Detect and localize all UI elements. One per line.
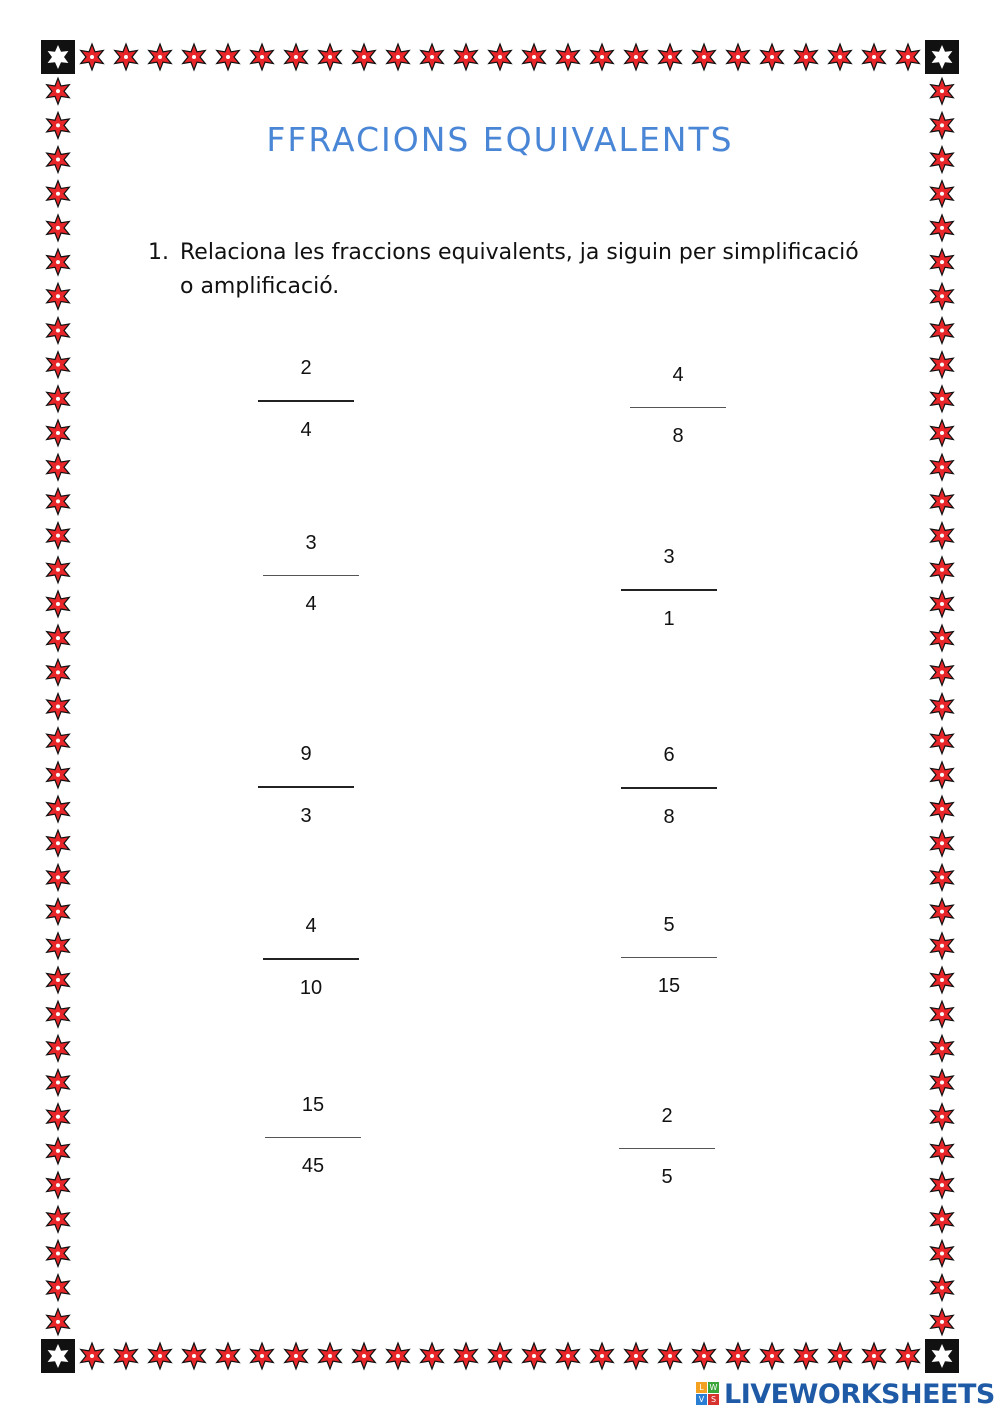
denominator: 10 [299, 977, 323, 999]
red-star-icon [625, 44, 648, 70]
denominator: 45 [301, 1155, 325, 1177]
red-star-icon [931, 523, 954, 549]
corner-star-icon [925, 1339, 959, 1373]
red-star-icon [149, 1343, 172, 1369]
red-star-icon [931, 796, 954, 822]
numerator: 4 [305, 915, 317, 937]
liveworksheets-logo [696, 1378, 995, 1410]
red-star-icon [47, 899, 70, 925]
red-star-icon [659, 44, 682, 70]
red-star-icon [931, 1240, 954, 1266]
red-star-icon [761, 44, 784, 70]
corner-star-icon [41, 40, 75, 74]
red-star-icon [863, 44, 886, 70]
red-star-icon [557, 44, 580, 70]
fraction-bar [621, 589, 717, 591]
denominator: 3 [300, 805, 312, 827]
red-star-icon [931, 1138, 954, 1164]
red-star-icon [47, 454, 70, 480]
red-star-icon [353, 44, 376, 70]
red-star-icon [353, 1343, 376, 1369]
red-star-icon [591, 1343, 614, 1369]
red-star-icon [727, 44, 750, 70]
fraction-bar [258, 400, 354, 402]
red-star-icon [931, 386, 954, 412]
numerator: 3 [305, 532, 317, 554]
fraction-left-5[interactable] [265, 1093, 361, 1178]
fraction-bar [265, 1137, 361, 1138]
red-star-icon [523, 1343, 546, 1369]
red-star-icon [931, 830, 954, 856]
red-star-icon [931, 488, 954, 514]
instruction-text: Relaciona les fraccions equivalents, ja siguin per simplificació o amplificació. [180, 240, 859, 299]
red-star-icon [931, 1275, 954, 1301]
red-star-icon [47, 386, 70, 412]
red-star-icon [931, 864, 954, 890]
fraction-bar [263, 958, 359, 960]
red-star-icon [47, 1309, 70, 1335]
red-star-icon [931, 78, 954, 104]
red-star-icon [47, 1070, 70, 1096]
red-star-icon [47, 181, 70, 207]
red-star-icon [47, 1035, 70, 1061]
page-title: FFRACIONS EQUIVALENTS [266, 120, 734, 159]
fraction-bar [621, 957, 717, 958]
red-star-icon [897, 44, 920, 70]
red-star-icon [829, 44, 852, 70]
fraction-left-1[interactable] [258, 356, 354, 442]
numerator: 5 [663, 914, 675, 936]
red-star-icon [863, 1343, 886, 1369]
denominator: 5 [661, 1166, 673, 1188]
red-star-icon [931, 659, 954, 685]
red-star-icon [931, 899, 954, 925]
red-star-icon [115, 1343, 138, 1369]
red-star-icon [523, 44, 546, 70]
red-star-icon [81, 1343, 104, 1369]
numerator: 2 [300, 357, 312, 379]
fraction-bar [630, 407, 726, 408]
fraction-right-5[interactable] [619, 1104, 715, 1189]
denominator: 8 [672, 425, 684, 447]
red-star-icon [931, 249, 954, 275]
red-star-icon [931, 352, 954, 378]
red-star-icon [931, 1206, 954, 1232]
red-star-icon [931, 1309, 954, 1335]
red-star-icon [47, 967, 70, 993]
denominator: 4 [305, 593, 317, 615]
red-star-icon [829, 1343, 852, 1369]
red-star-icon [47, 1206, 70, 1232]
red-star-icon [931, 694, 954, 720]
fraction-bar [619, 1148, 715, 1149]
red-star-icon [591, 44, 614, 70]
red-star-icon [931, 591, 954, 617]
red-star-icon [795, 1343, 818, 1369]
liveworksheets-mark-icon: L W V S [696, 1382, 720, 1406]
red-star-icon [47, 523, 70, 549]
denominator: 8 [663, 806, 675, 828]
red-star-icon [693, 44, 716, 70]
red-star-icon [251, 44, 274, 70]
red-star-icon [47, 318, 70, 344]
red-star-icon [47, 694, 70, 720]
red-star-icon [931, 1035, 954, 1061]
red-star-icon [47, 78, 70, 104]
red-star-icon [251, 1343, 274, 1369]
red-star-icon [47, 1001, 70, 1027]
red-star-icon [217, 44, 240, 70]
red-star-icon [387, 44, 410, 70]
fraction-right-4[interactable] [621, 913, 717, 998]
denominator: 15 [657, 975, 681, 997]
red-star-icon [931, 967, 954, 993]
red-star-icon [931, 215, 954, 241]
red-star-icon [47, 1104, 70, 1130]
red-star-icon [81, 44, 104, 70]
red-star-icon [931, 1001, 954, 1027]
numerator: 15 [301, 1094, 325, 1116]
red-star-icon [47, 283, 70, 309]
red-star-icon [47, 557, 70, 583]
red-star-icon [931, 1172, 954, 1198]
red-star-icon [931, 1070, 954, 1096]
red-star-icon [47, 1138, 70, 1164]
red-star-icon [47, 933, 70, 959]
fraction-bar [258, 786, 354, 788]
red-star-icon [319, 1343, 342, 1369]
fraction-bar [263, 575, 359, 576]
red-star-icon [47, 1172, 70, 1198]
red-star-icon [47, 591, 70, 617]
red-star-icon [183, 44, 206, 70]
red-star-icon [47, 249, 70, 275]
numerator: 3 [663, 546, 675, 568]
denominator: 1 [663, 608, 675, 630]
red-star-icon [47, 796, 70, 822]
red-star-icon [183, 1343, 206, 1369]
red-star-icon [47, 420, 70, 446]
denominator: 4 [300, 419, 312, 441]
red-star-icon [897, 1343, 920, 1369]
red-star-icon [285, 44, 308, 70]
red-star-icon [931, 1104, 954, 1130]
red-star-icon [795, 44, 818, 70]
red-star-icon [727, 1343, 750, 1369]
red-star-icon [931, 181, 954, 207]
numerator: 2 [661, 1105, 673, 1127]
red-star-icon [115, 44, 138, 70]
red-star-icon [47, 215, 70, 241]
red-star-icon [625, 1343, 648, 1369]
red-star-icon [931, 728, 954, 754]
numerator: 9 [300, 743, 312, 765]
red-star-icon [659, 1343, 682, 1369]
red-star-icon [421, 44, 444, 70]
red-star-icon [47, 1240, 70, 1266]
fraction-bar [621, 787, 717, 789]
red-star-icon [47, 1275, 70, 1301]
fraction-left-2[interactable] [263, 531, 359, 616]
red-star-icon [47, 830, 70, 856]
numerator: 4 [672, 364, 684, 386]
numerator: 6 [663, 744, 675, 766]
corner-star-icon [925, 40, 959, 74]
corner-star-icon [41, 1339, 75, 1373]
red-star-icon [455, 1343, 478, 1369]
red-star-icon [47, 352, 70, 378]
red-star-icon [693, 1343, 716, 1369]
red-star-icon [285, 1343, 308, 1369]
red-star-icon [319, 44, 342, 70]
red-star-icon [931, 625, 954, 651]
red-star-icon [47, 728, 70, 754]
red-star-icon [47, 625, 70, 651]
fraction-right-1[interactable] [630, 363, 726, 448]
red-star-icon [47, 659, 70, 685]
red-star-icon [489, 44, 512, 70]
fraction-left-3[interactable] [258, 742, 354, 828]
red-star-icon [489, 1343, 512, 1369]
red-star-icon [931, 557, 954, 583]
red-star-icon [217, 1343, 240, 1369]
red-star-icon [931, 283, 954, 309]
red-star-icon [931, 933, 954, 959]
red-star-icon [931, 420, 954, 446]
red-star-icon [387, 1343, 410, 1369]
red-star-icon [931, 318, 954, 344]
red-star-icon [47, 488, 70, 514]
instruction [148, 236, 868, 304]
red-star-icon [455, 44, 478, 70]
red-star-icon [47, 864, 70, 890]
fraction-right-2[interactable] [621, 545, 717, 631]
red-star-icon [931, 762, 954, 788]
fraction-left-4[interactable] [263, 914, 359, 1000]
red-star-icon [761, 1343, 784, 1369]
red-star-icon [557, 1343, 580, 1369]
fraction-right-3[interactable] [621, 743, 717, 829]
red-star-icon [931, 454, 954, 480]
instruction-number: 1. [148, 240, 169, 265]
red-star-icon [47, 762, 70, 788]
logo-text: LIVEWORKSHEETS [724, 1378, 995, 1410]
red-star-icon [149, 44, 172, 70]
red-star-icon [421, 1343, 444, 1369]
